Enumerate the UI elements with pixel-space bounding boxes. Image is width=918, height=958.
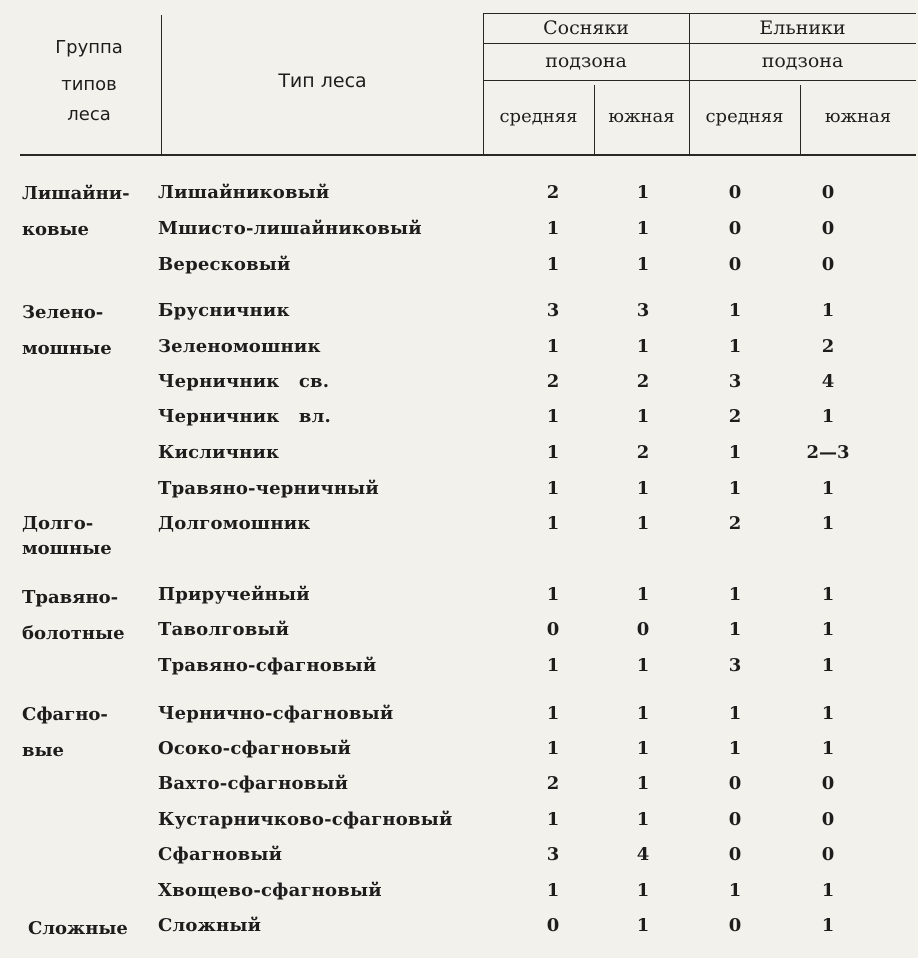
table-cell-value: 0 xyxy=(728,182,742,203)
table-cell-value: 1 xyxy=(636,738,650,759)
table-cell-value: 1 xyxy=(821,619,835,640)
table-cell-value: 2 xyxy=(546,371,560,392)
table-cell-value: 1 xyxy=(546,406,560,427)
group-label-line: мошные xyxy=(22,338,112,359)
group-label xyxy=(22,697,140,769)
table-cell-value: 1 xyxy=(636,182,650,203)
forest-type-name: Травяно-черничный xyxy=(158,478,379,499)
table-cell-value: 1 xyxy=(728,703,742,724)
table-cell-value: 1 xyxy=(546,254,560,275)
table-cell-value: 2—3 xyxy=(806,442,850,463)
group-label-line: болотные xyxy=(22,623,125,644)
table-cell-value: 1 xyxy=(728,442,742,463)
group-label-line: Сложные xyxy=(28,918,128,939)
group-label xyxy=(28,911,146,947)
group-label-line: ковые xyxy=(22,219,90,240)
table-cell-value: 1 xyxy=(546,703,560,724)
table-cell-value: 1 xyxy=(821,738,835,759)
table-cell-value: 1 xyxy=(821,655,835,676)
table-cell-value: 1 xyxy=(821,915,835,936)
table-cell-value: 4 xyxy=(636,844,650,865)
table-cell-value: 0 xyxy=(728,844,742,865)
table-cell-value: 2 xyxy=(728,513,742,534)
table-cell-value: 1 xyxy=(546,442,560,463)
group-label xyxy=(22,511,140,561)
group-label-line: Долго- xyxy=(22,513,94,534)
table-cell-value: 0 xyxy=(821,182,835,203)
forest-type-name: Кустарничково-сфагновый xyxy=(158,809,453,830)
header-group-line: типов xyxy=(61,74,117,95)
header-pine-mid: средняя xyxy=(499,106,578,127)
table-cell-value: 0 xyxy=(728,254,742,275)
table-cell-value: 2 xyxy=(821,336,835,357)
table-cell-value: 2 xyxy=(636,442,650,463)
table-cell-value: 0 xyxy=(728,218,742,239)
table-cell-value: 1 xyxy=(546,584,560,605)
table-cell-value: 1 xyxy=(636,584,650,605)
group-label-line: мошные xyxy=(22,538,112,559)
table-cell-value: 0 xyxy=(821,773,835,794)
table-cell-value: 0 xyxy=(821,254,835,275)
table-cell-value: 1 xyxy=(546,513,560,534)
forest-type-name: Чернично-сфагновый xyxy=(158,703,394,724)
forest-type-name: Травяно-сфагновый xyxy=(158,655,377,676)
header-group-line: Группа xyxy=(55,37,123,58)
table-cell-value: 1 xyxy=(636,809,650,830)
forest-type-name: Лишайниковый xyxy=(158,182,330,203)
table-cell-value: 1 xyxy=(636,655,650,676)
forest-type-name: Мшисто-лишайниковый xyxy=(158,218,422,239)
table-cell-value: 0 xyxy=(728,809,742,830)
table-cell-value: 1 xyxy=(546,809,560,830)
table-cell-value: 1 xyxy=(546,218,560,239)
pine-subzone-rule xyxy=(483,80,689,81)
table-cell-value: 1 xyxy=(546,336,560,357)
table-cell-value: 2 xyxy=(728,406,742,427)
table-cell-value: 0 xyxy=(821,218,835,239)
table-cell-value: 1 xyxy=(728,738,742,759)
spruce-subzone-rule xyxy=(689,80,916,81)
table-cell-value: 1 xyxy=(546,655,560,676)
table-cell-value: 1 xyxy=(636,478,650,499)
table-cell-value: 1 xyxy=(821,300,835,321)
table-cell-value: 1 xyxy=(728,880,742,901)
forest-type-name: Черничник вл. xyxy=(158,406,331,427)
table-cell-value: 1 xyxy=(728,619,742,640)
table-cell-value: 0 xyxy=(546,619,560,640)
table-cell-value: 1 xyxy=(636,406,650,427)
table-cell-value: 1 xyxy=(728,300,742,321)
header-spruce-mid: средняя xyxy=(705,106,784,127)
group-label-line: Сфагно- xyxy=(22,704,108,725)
group-label xyxy=(22,580,140,652)
table-cell-value: 1 xyxy=(636,703,650,724)
forest-type-name: Таволговый xyxy=(158,619,290,640)
table-cell-value: 1 xyxy=(636,513,650,534)
table-cell-value: 0 xyxy=(821,844,835,865)
group-label-line: Лишайни- xyxy=(22,183,130,204)
header-group-col xyxy=(20,29,158,127)
table-cell-value: 1 xyxy=(546,880,560,901)
table-cell-value: 3 xyxy=(636,300,650,321)
table-cell-value: 1 xyxy=(636,773,650,794)
header-pine: Сосняки xyxy=(543,17,629,39)
forest-type-name: Сложный xyxy=(158,915,262,936)
table-cell-value: 1 xyxy=(546,738,560,759)
table-cell-value: 1 xyxy=(636,880,650,901)
table-cell-value: 3 xyxy=(728,655,742,676)
forest-type-name: Черничник св. xyxy=(158,371,330,392)
header-pine-subzone: подзона xyxy=(545,50,627,72)
forest-type-name: Кисличник xyxy=(158,442,280,463)
header-bottom-rule xyxy=(20,154,916,156)
table-cell-value: 1 xyxy=(636,218,650,239)
table-cell-value: 1 xyxy=(821,513,835,534)
table-cell-value: 1 xyxy=(821,880,835,901)
forest-type-name: Долгомошник xyxy=(158,513,311,534)
forest-type-name: Брусничник xyxy=(158,300,290,321)
table-cell-value: 0 xyxy=(636,619,650,640)
table-cell-value: 2 xyxy=(546,773,560,794)
table-cell-value: 2 xyxy=(546,182,560,203)
forest-type-name: Вересковый xyxy=(158,254,291,275)
group-label xyxy=(22,176,140,248)
table-cell-value: 3 xyxy=(728,371,742,392)
table-cell-value: 1 xyxy=(728,336,742,357)
table-cell-value: 1 xyxy=(636,336,650,357)
group-label-line: Зелено- xyxy=(22,302,104,323)
table-cell-value: 0 xyxy=(821,809,835,830)
table-cell-value: 1 xyxy=(636,915,650,936)
header-pine-south: южная xyxy=(608,106,675,127)
table-cell-value: 1 xyxy=(821,478,835,499)
table-cell-value: 0 xyxy=(728,915,742,936)
header-spruce: Ельники xyxy=(759,17,846,39)
header-spruce-south: южная xyxy=(824,106,892,127)
table-cell-value: 1 xyxy=(821,584,835,605)
forest-type-name: Осоко-сфагновый xyxy=(158,738,352,759)
forest-type-name: Приручейный xyxy=(158,584,310,605)
table-cell-value: 3 xyxy=(546,844,560,865)
group-label-line: вые xyxy=(22,740,65,761)
table-cell-value: 1 xyxy=(728,584,742,605)
table-cell-value: 0 xyxy=(546,915,560,936)
forest-type-name: Вахто-сфагновый xyxy=(158,773,349,794)
table-cell-value: 1 xyxy=(821,703,835,724)
group-label xyxy=(22,295,140,367)
forest-type-name: Хвощево-сфагновый xyxy=(158,880,382,901)
header-type-col: Тип леса xyxy=(278,70,367,92)
forest-type-name: Сфагновый xyxy=(158,844,283,865)
table-cell-value: 0 xyxy=(728,773,742,794)
group-label-line: Травяно- xyxy=(22,587,119,608)
table-cell-value: 2 xyxy=(636,371,650,392)
header-spruce-subzone: подзона xyxy=(761,50,844,72)
table-cell-value: 1 xyxy=(546,478,560,499)
table-cell-value: 3 xyxy=(546,300,560,321)
table-cell-value: 4 xyxy=(821,371,835,392)
table-cell-value: 1 xyxy=(728,478,742,499)
forest-type-name: Зеленомошник xyxy=(158,336,321,357)
table-cell-value: 1 xyxy=(821,406,835,427)
table-cell-value: 1 xyxy=(636,254,650,275)
header-group-line: леса xyxy=(67,104,111,125)
